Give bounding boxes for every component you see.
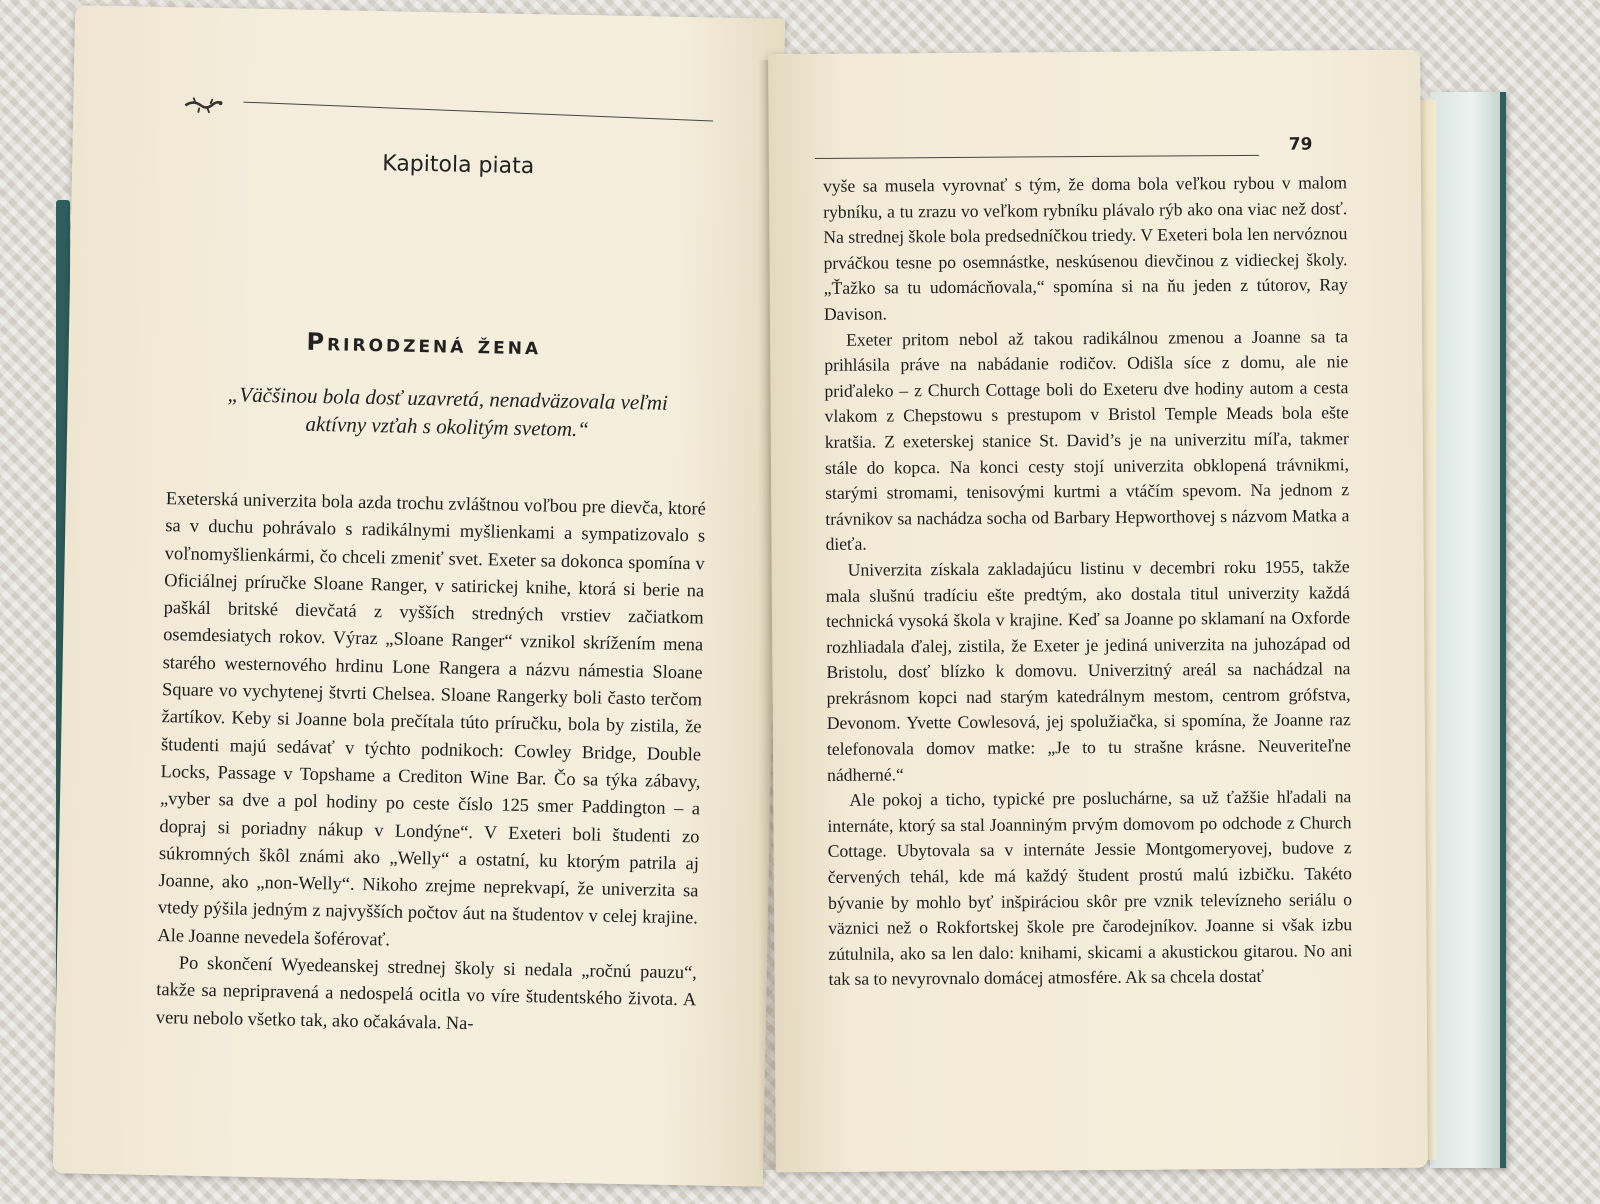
lizard-ornament-icon [183, 93, 223, 118]
paragraph: vyše sa musela vyrovnať s tým, že doma bola veľkou rybou v malom rybníku, a tu zrazu vo veľkom rybníku plávalo rýb ako ona viac než dosť. Na strednej škole bola predsedníčkou triedy. V Exeteri bola len nervóznou prváčkou tesne po osemnástke, neskúsenou dievčinou z vidieckej školy. „Ťažko sa tu udomácňovala,“ spomína si na ňu jeden z tútorov, Ray Davison. [822, 172, 1348, 324]
paragraph: Exeterská univerzita bola azda trochu zvláštnou voľbou pre dievča, ktoré sa v duchu pohrávalo s radikálnymi myšlienkami a sympatizovalo s voľnomyšlienkármi, čo chceli zmeniť svet. Exeter sa dokonca spomína v Oficiálnej príručke Sloane Ranger, v satirickej knihe, ktorá si berie na paškál britské dievčatá z vyšších stredných vrstiev začiatkom osemdesiatych rokov. Výraz „Sloane Ranger“ vznikol skrížením mena starého westernového hrdinu Lone Rangera a názvu námestia Sloane Square vo vychytenej štvrti Chelsea. Sloane Rangerky boli často terčom žartíkov. Keby si Joanne bola prečítala túto príručku, bola by zistila, že študenti majú sedávať v týchto podnikoch: Cowley Bridge, Double Locks, Passage v Topshame a Crediton Wine Bar. Čo sa týka zábavy, „vyber sa dve a pol hodiny po ceste číslo 125 smer Paddington – a dopraj si poriadny nákup v Londýne“. V Exeteri boli študenti zo súkromných škôl známi ako „Welly“ a ostatní, ku ktorým patrila aj Joanne, ako „non-Welly“. Nikoho zrejme neprekvapí, že univerzita sa vtedy pýšila jedným z najvyšších počtov áut na študentov v celej krajine. Ale Joanne nevedela šoférovať. [157, 488, 706, 950]
page-number: 79 [1288, 134, 1313, 155]
header-rule [243, 102, 713, 122]
left-page [53, 5, 785, 1186]
right-body-text [823, 170, 1353, 993]
header-rule [815, 155, 1259, 159]
paragraph: Exeter pritom nebol až takou radikálnou zmenou a Joanne sa ta prihlásila práve na nabádanie rodičov. Odišla síce z domu, ale nie priďaleko – z Church Cottage boli do Exeteru dve hodiny autom a cesta vlakom z Chepstowu s prestupom v Bristol Temple Meads bola ešte kratšia. Z exeterskej stanice St. David’s je na univerzitu míľa, takmer stále do kopca. Na konci cesty stojí univerzita obklopená trávnikmi, starými stromami, tenisovými kurtmi a vtáčím spevom. Na jednom z trávnikov sa nachádza socha od Barbary Hepworthovej s názvom Matka a dieťa. [824, 325, 1350, 555]
paragraph: Po skončení Wyedeanskej strednej školy si nedala „ročnú pauzu“, takže sa nepripravená a nedospelá ocitla vo víre študentského života. A veru nebolo všetko tak, ako očakávala. Na- [155, 952, 698, 1033]
left-body-text [156, 485, 706, 1041]
chapter-heading: Kapitola piata [382, 151, 535, 180]
right-page [768, 50, 1428, 1173]
epigraph-quote: „Väčšinou bola dosť uzavretá, nenadväzovala veľmi aktívny vzťah s okolitým svetom.“ [227, 382, 669, 442]
chapter-title: Prirodzená žena [306, 327, 542, 361]
paragraph: Ale pokoj a ticho, typické pre posluchárne, sa už ťažšie hľadali na internáte, ktorý sa stal Joanniným prvým domovom po odchode z Church Cottage. Ubytovala sa v internáte Jessie Montgomeryovej, budove z červených tehál, kde má každý študent prostú malú izbičku. Takéto bývanie by mohlo byť inšpiráciou skôr pre vznik televízneho seriálu o väznici než o Rokfortskej škole pre čarodejníkov. Joanne si však izbu zútulnila, ako sa len dalo: knihami, skicami a akustickou gitarou. No ani tak sa to nevyrovnalo domácej atmosfére. Ak sa chcela dostať [827, 786, 1353, 990]
book-back-cover [1430, 92, 1506, 1168]
paragraph: Univerzita získala zakladajúcu listinu v decembri roku 1955, takže mala slušnú tradíciu ešte predtým, ako dostala titul univerzity každá technická vysoká škola v krajine. Keď sa Joanne po sklamaní na Oxforde rozhliadala ďalej, zistila, že Exeter je jediná univerzita na juhozápad od Bristolu, dosť blízko k domovu. Univerzitný areál sa nachádzal na prekrásnom kopci nad starým katedrálnym mestom, centrom grófstva, Devonom. Yvette Cowlesová, jej spolužiačka, si spomína, že Joanne raz telefonovala domov matke: „Je to tu strašne krásne. Neuveriteľne nádherné.“ [825, 556, 1352, 785]
